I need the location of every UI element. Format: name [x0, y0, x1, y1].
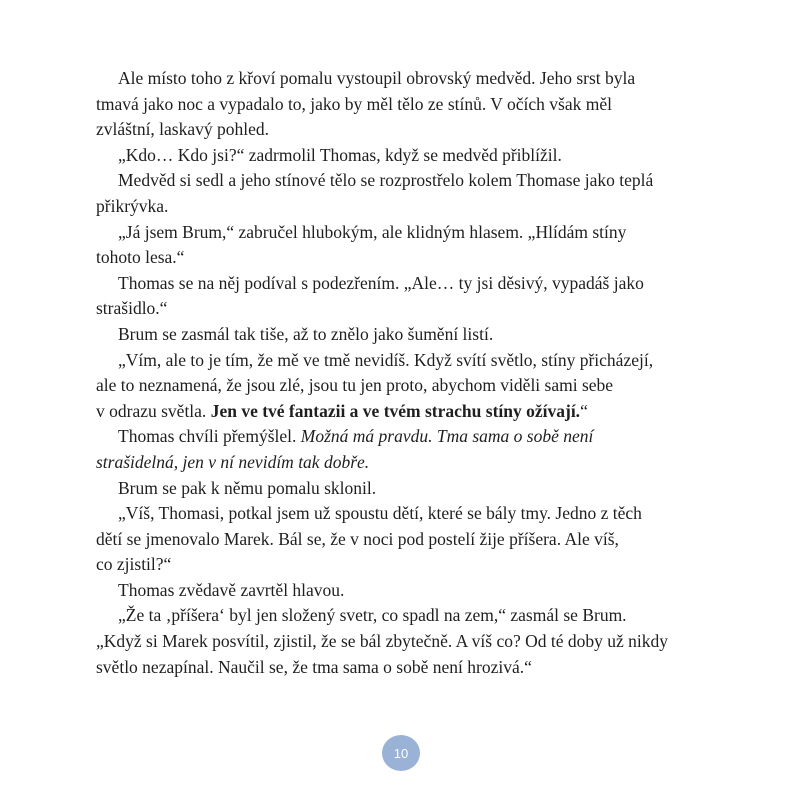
text-line: „Kdo… Kdo jsi?“ zadrmolil Thomas, když se medvěd přiblížil.	[118, 144, 562, 165]
text-line	[96, 399, 716, 425]
text-line: Thomas zvědavě zavrtěl hlavou.	[118, 579, 345, 600]
text-line: přikrývka.	[96, 195, 169, 216]
italic-text: Možná má pravdu. Tma sama o sobě není	[300, 426, 594, 447]
text-segment: Thomas chvíli přemýšlel.	[118, 426, 297, 447]
text-line: Brum se pak k němu pomalu sklonil.	[118, 477, 377, 498]
text-segment: v odrazu světla.	[96, 400, 211, 421]
paragraph	[96, 476, 716, 502]
text-line: „Že ta ‚příšera‘ byl jen složený svetr, co spadl na zem,“ zasmál se Brum.	[118, 605, 627, 626]
page-number: 10	[393, 745, 409, 761]
text-line: „Já jsem Brum,“ zabručel hlubokým, ale klidným hlasem. „Hlídám stíny	[118, 221, 627, 242]
paragraph	[96, 143, 716, 169]
text-line: ale to neznamená, že jsou zlé, jsou tu jen proto, abychom viděli sami sebe	[96, 375, 614, 396]
text-line: tmavá jako noc a vypadalo to, jako by měl tělo ze stínů. V očích však měl	[96, 93, 612, 114]
paragraph	[96, 501, 716, 578]
page-number-badge	[382, 735, 420, 771]
text-line: tohoto lesa.“	[96, 247, 185, 268]
text-line: zvláštní, laskavý pohled.	[96, 119, 270, 140]
paragraph	[96, 424, 716, 475]
paragraph	[96, 578, 716, 604]
text-line: Brum se zasmál tak tiše, až to znělo jako šumění listí.	[118, 323, 494, 344]
paragraph	[96, 168, 716, 219]
text-line: světlo nezapínal. Naučil se, že tma sama o sobě není hrozivá.“	[96, 656, 532, 677]
text-line: „Když si Marek posvítil, zjistil, že se bál zbytečně. A víš co? Od té doby už nikdy	[96, 631, 669, 652]
text-line: dětí se jmenovalo Marek. Bál se, že v noci pod postelí žije příšera. Ale víš,	[96, 528, 619, 549]
paragraph	[96, 271, 716, 322]
story-text	[96, 66, 716, 680]
text-line: „Vím, ale to je tím, že mě ve tmě nevidíš. Když svítí světlo, stíny přicházejí,	[118, 349, 654, 370]
closing-quote: “	[580, 400, 588, 421]
paragraph	[96, 603, 716, 680]
bold-text: Jen ve tvé fantazii a ve tvém strachu stíny ožívají.	[210, 400, 581, 421]
paragraph	[96, 348, 716, 425]
paragraph	[96, 66, 716, 143]
text-line	[96, 424, 716, 450]
text-line: Thomas se na něj podíval s podezřením. „Ale… ty jsi děsivý, vypadáš jako	[118, 272, 644, 293]
text-line: co zjistil?“	[96, 554, 172, 575]
text-line: „Víš, Thomasi, potkal jsem už spoustu dětí, které se bály tmy. Jedno z těch	[118, 503, 642, 524]
text-line: strašidelná, jen v ní nevidím tak dobře.	[96, 451, 370, 472]
paragraph	[96, 220, 716, 271]
text-line: Medvěd si sedl a jeho stínové tělo se rozprostřelo kolem Thomase jako teplá	[118, 170, 654, 191]
paragraph	[96, 322, 716, 348]
text-line: Ale místo toho z křoví pomalu vystoupil obrovský medvěd. Jeho srst byla	[118, 68, 636, 88]
text-line: strašidlo.“	[96, 298, 168, 319]
